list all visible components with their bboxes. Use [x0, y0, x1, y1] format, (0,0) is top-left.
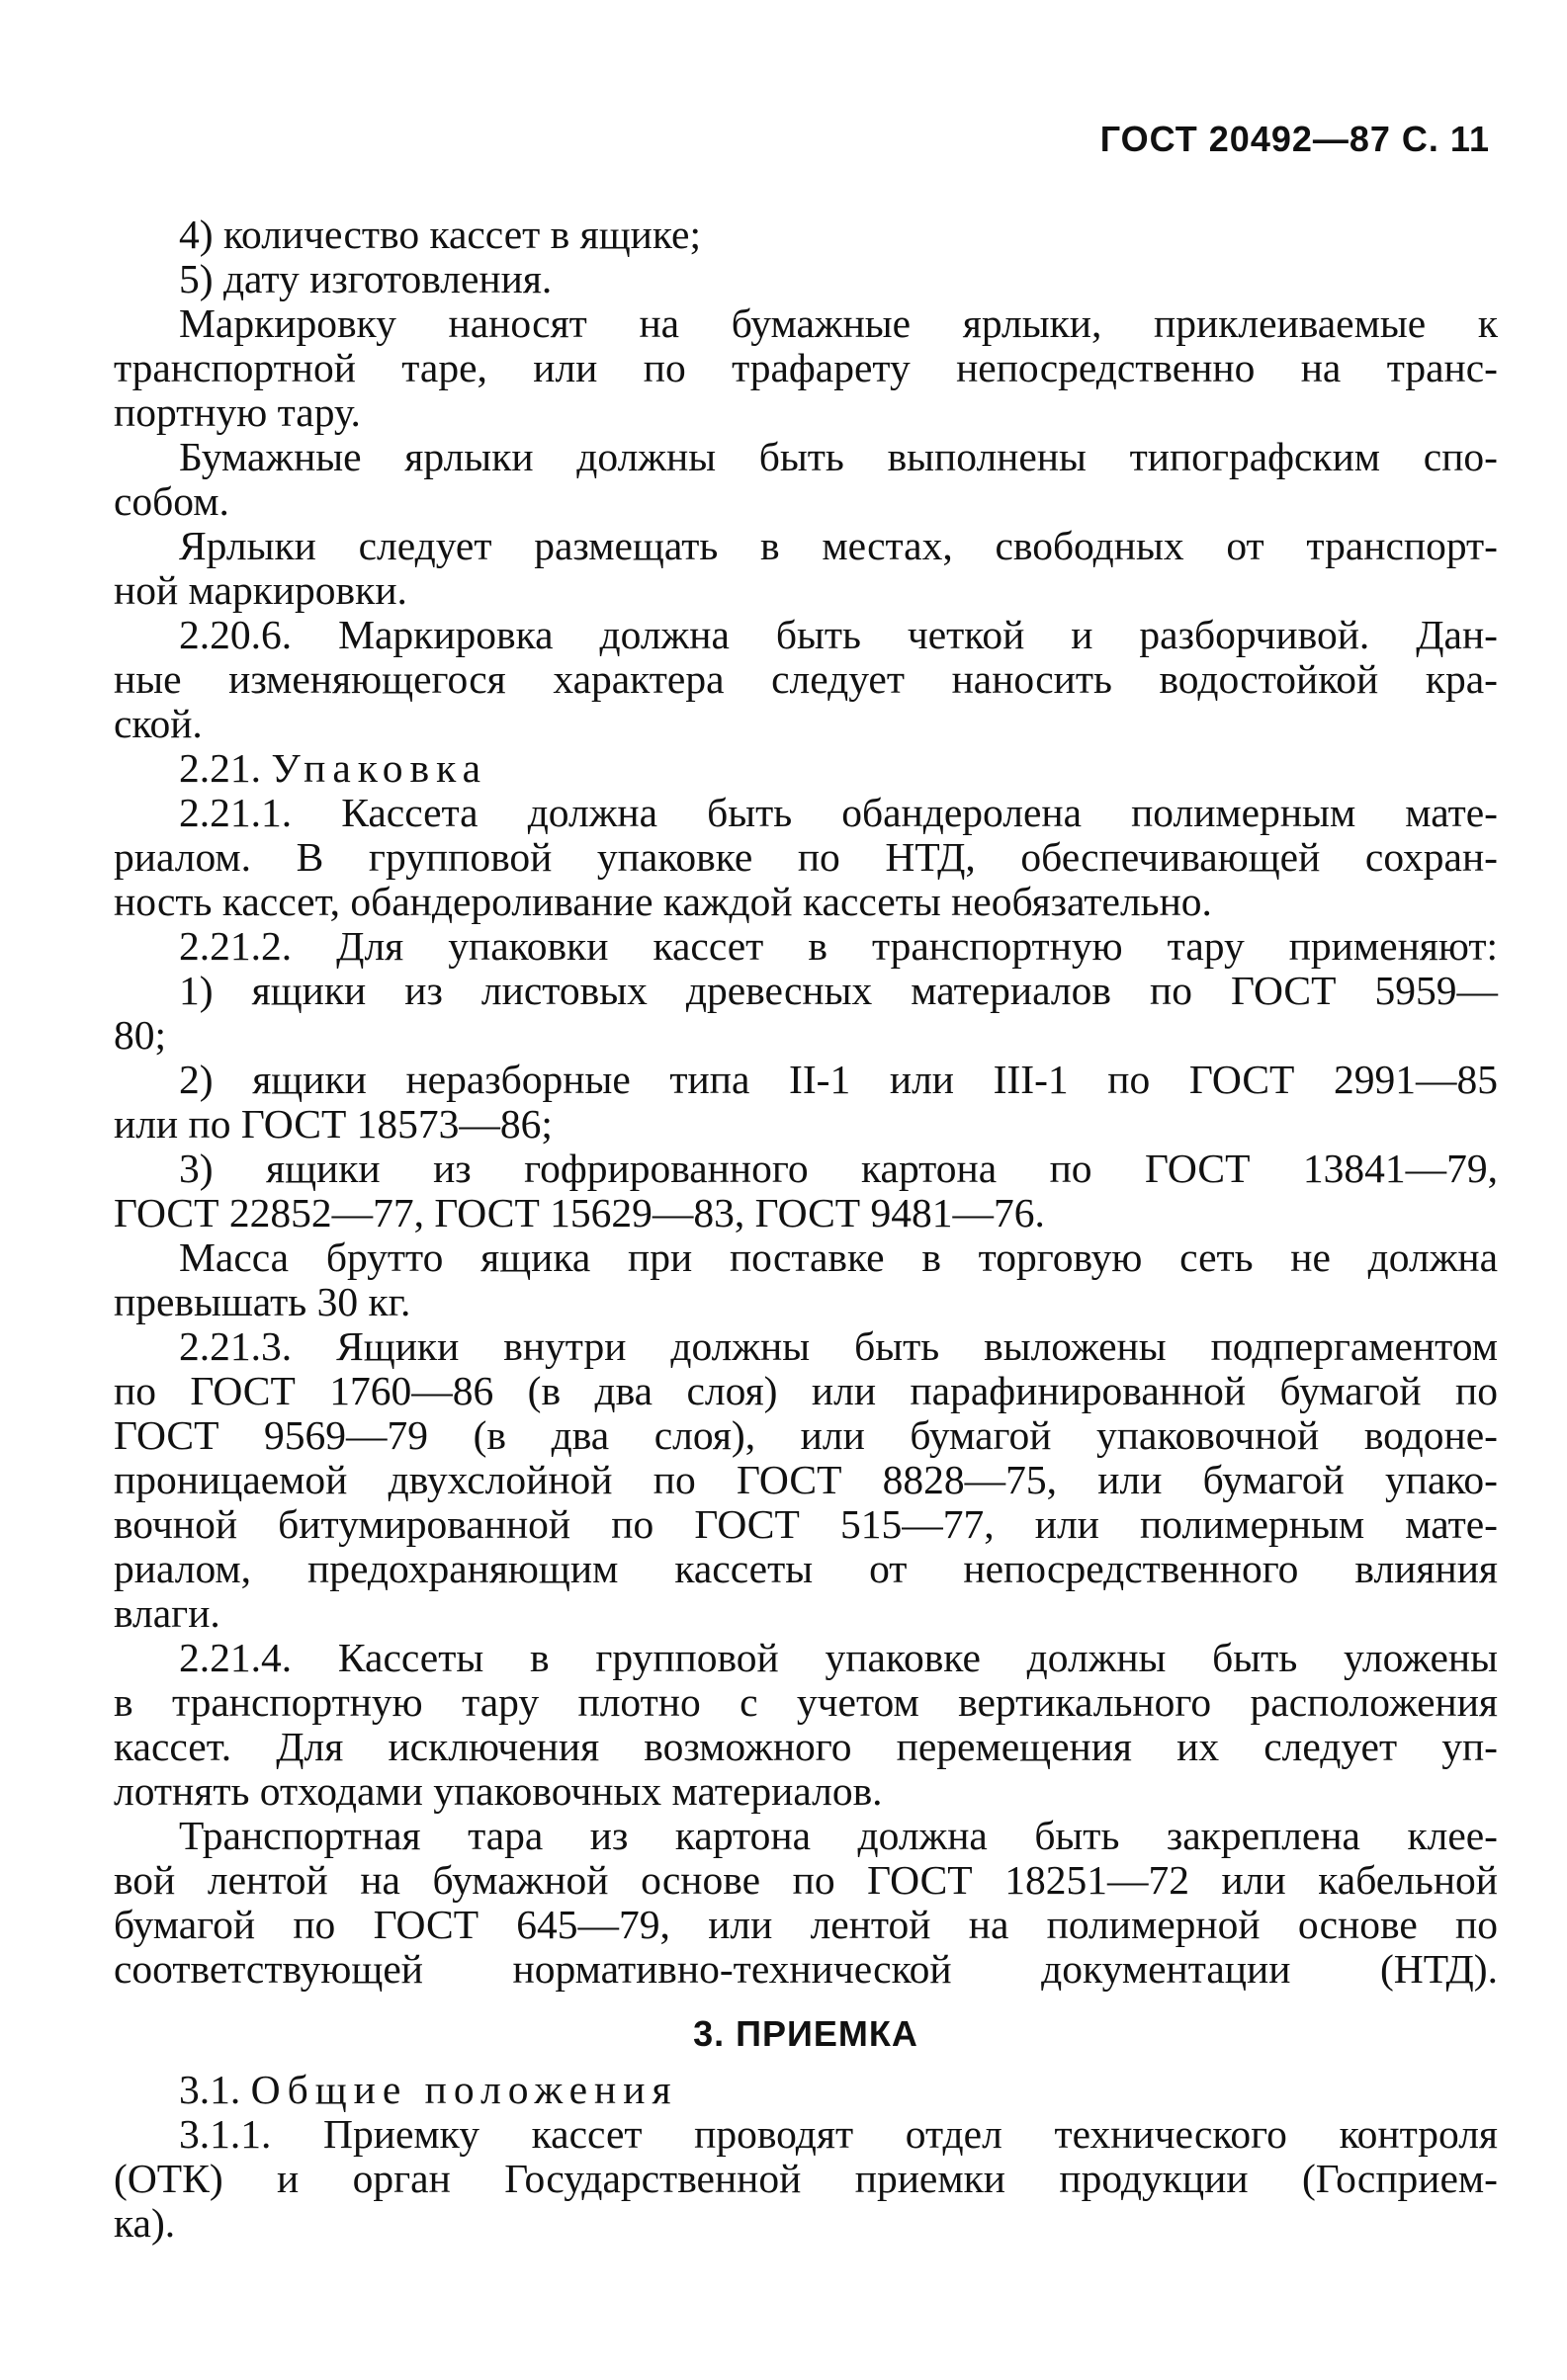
text-line: Бумажные ярлыки должны быть выполнены типографским спо- [179, 434, 1498, 479]
text-line: 3.1.1. Приемку кассет проводят отдел технического контроля [179, 2111, 1498, 2157]
text-line: риалом. В групповой упаковке по НТД, обеспечивающей сохран- [114, 834, 1498, 880]
text-line: ской. [114, 701, 203, 746]
text-line: вочной битумированной по ГОСТ 515—77, или полимерным мате- [114, 1501, 1498, 1547]
text-line: по ГОСТ 1760—86 (в два слоя) или парафинированной бумагой по [114, 1368, 1498, 1413]
text-line: ной маркировки. [114, 567, 407, 613]
text-line: вой лентой на бумажной основе по ГОСТ 18251—72 или кабельной [114, 1857, 1498, 1903]
document-body [114, 212, 1498, 2246]
text-line: (ОТК) и орган Государственной приемки продукции (Госприем- [114, 2156, 1498, 2201]
text-line: портную тару. [114, 389, 361, 435]
text-line: ГОСТ 9569—79 (в два слоя), или бумагой упаковочной водоне- [114, 1412, 1498, 1458]
text-line: превышать 30 кг. [114, 1279, 411, 1324]
subsection-heading [114, 2068, 1498, 2112]
list-item: 3) ящики из гофрированного картона по ГОСТ 13841—79, [179, 1146, 1498, 1191]
text-line: 2.21.4. Кассеты в групповой упаковке должны быть уложены [179, 1635, 1498, 1680]
text-line: транспортной таре, или по трафарету непосредственно на транс- [114, 345, 1498, 390]
text-line: риалом, предохраняющим кассеты от непосредственного влияния [114, 1546, 1498, 1591]
subsection-heading [114, 746, 1498, 791]
list-item: 1) ящики из листовых древесных материалов по ГОСТ 5959— [179, 968, 1498, 1013]
text-line: или по ГОСТ 18573—86; [114, 1101, 553, 1147]
text-line: 80; [114, 1012, 167, 1058]
list-item: 2) ящики неразборные типа II-1 или III-1 по ГОСТ 2991—85 [179, 1057, 1498, 1102]
text-line: Ярлыки следует размещать в местах, свободных от транспорт- [179, 523, 1498, 568]
text-line: Масса брутто ящика при поставке в торговую сеть не должна [179, 1234, 1498, 1280]
text-line: ность кассет, обандероливание каждой кассеты необязательно. [114, 879, 1212, 924]
text-line: бумагой по ГОСТ 645—79, или лентой на полимерной основе по [114, 1902, 1498, 1947]
text-line: 2.21.1. Кассета должна быть обандеролена полимерным мате- [179, 790, 1498, 835]
list-item: 4) количество кассет в ящике; [179, 212, 701, 257]
subsection-number: 2.21. [179, 745, 261, 791]
text-line: в транспортную тару плотно с учетом вертикального расположения [114, 1679, 1498, 1725]
text-line: Маркировку наносят на бумажные ярлыки, приклеиваемые к [179, 300, 1498, 346]
page-header: ГОСТ 20492—87 С. 11 [1099, 119, 1490, 159]
text-line: ные изменяющегося характера следует наносить водостойкой кра- [114, 656, 1498, 702]
text-line: влаги. [114, 1590, 220, 1636]
text-line: собом. [114, 478, 229, 524]
text-line: ка). [114, 2200, 176, 2246]
text-line: кассет. Для исключения возможного перемещения их следует уп- [114, 1724, 1498, 1769]
subsection-title: Упаковка [271, 745, 488, 791]
text-line: ГОСТ 22852—77, ГОСТ 15629—83, ГОСТ 9481—76. [114, 1190, 1045, 1235]
text-line: 2.21.3. Ящики внутри должны быть выложены подпергаментом [179, 1323, 1498, 1369]
section-heading: 3. ПРИЕМКА [693, 2013, 918, 2054]
text-line: Транспортная тара из картона должна быть закреплена клее- [179, 1813, 1498, 1858]
text-line: 2.21.2. Для упаковки кассет в транспортную тару применяют: [179, 923, 1498, 969]
text-line: лотнять отходами упаковочных материалов. [114, 1768, 883, 1814]
list-item: 5) дату изготовления. [179, 256, 553, 301]
subsection-number: 3.1. [179, 2067, 241, 2112]
subsection-title: Общие положения [250, 2067, 678, 2112]
text-line: проницаемой двухслойной по ГОСТ 8828—75, или бумагой упако- [114, 1457, 1498, 1502]
text-line: соответствующей нормативно-технической документации (НТД). [114, 1946, 1498, 1992]
text-line: 2.20.6. Маркировка должна быть четкой и разборчивой. Дан- [179, 612, 1498, 657]
